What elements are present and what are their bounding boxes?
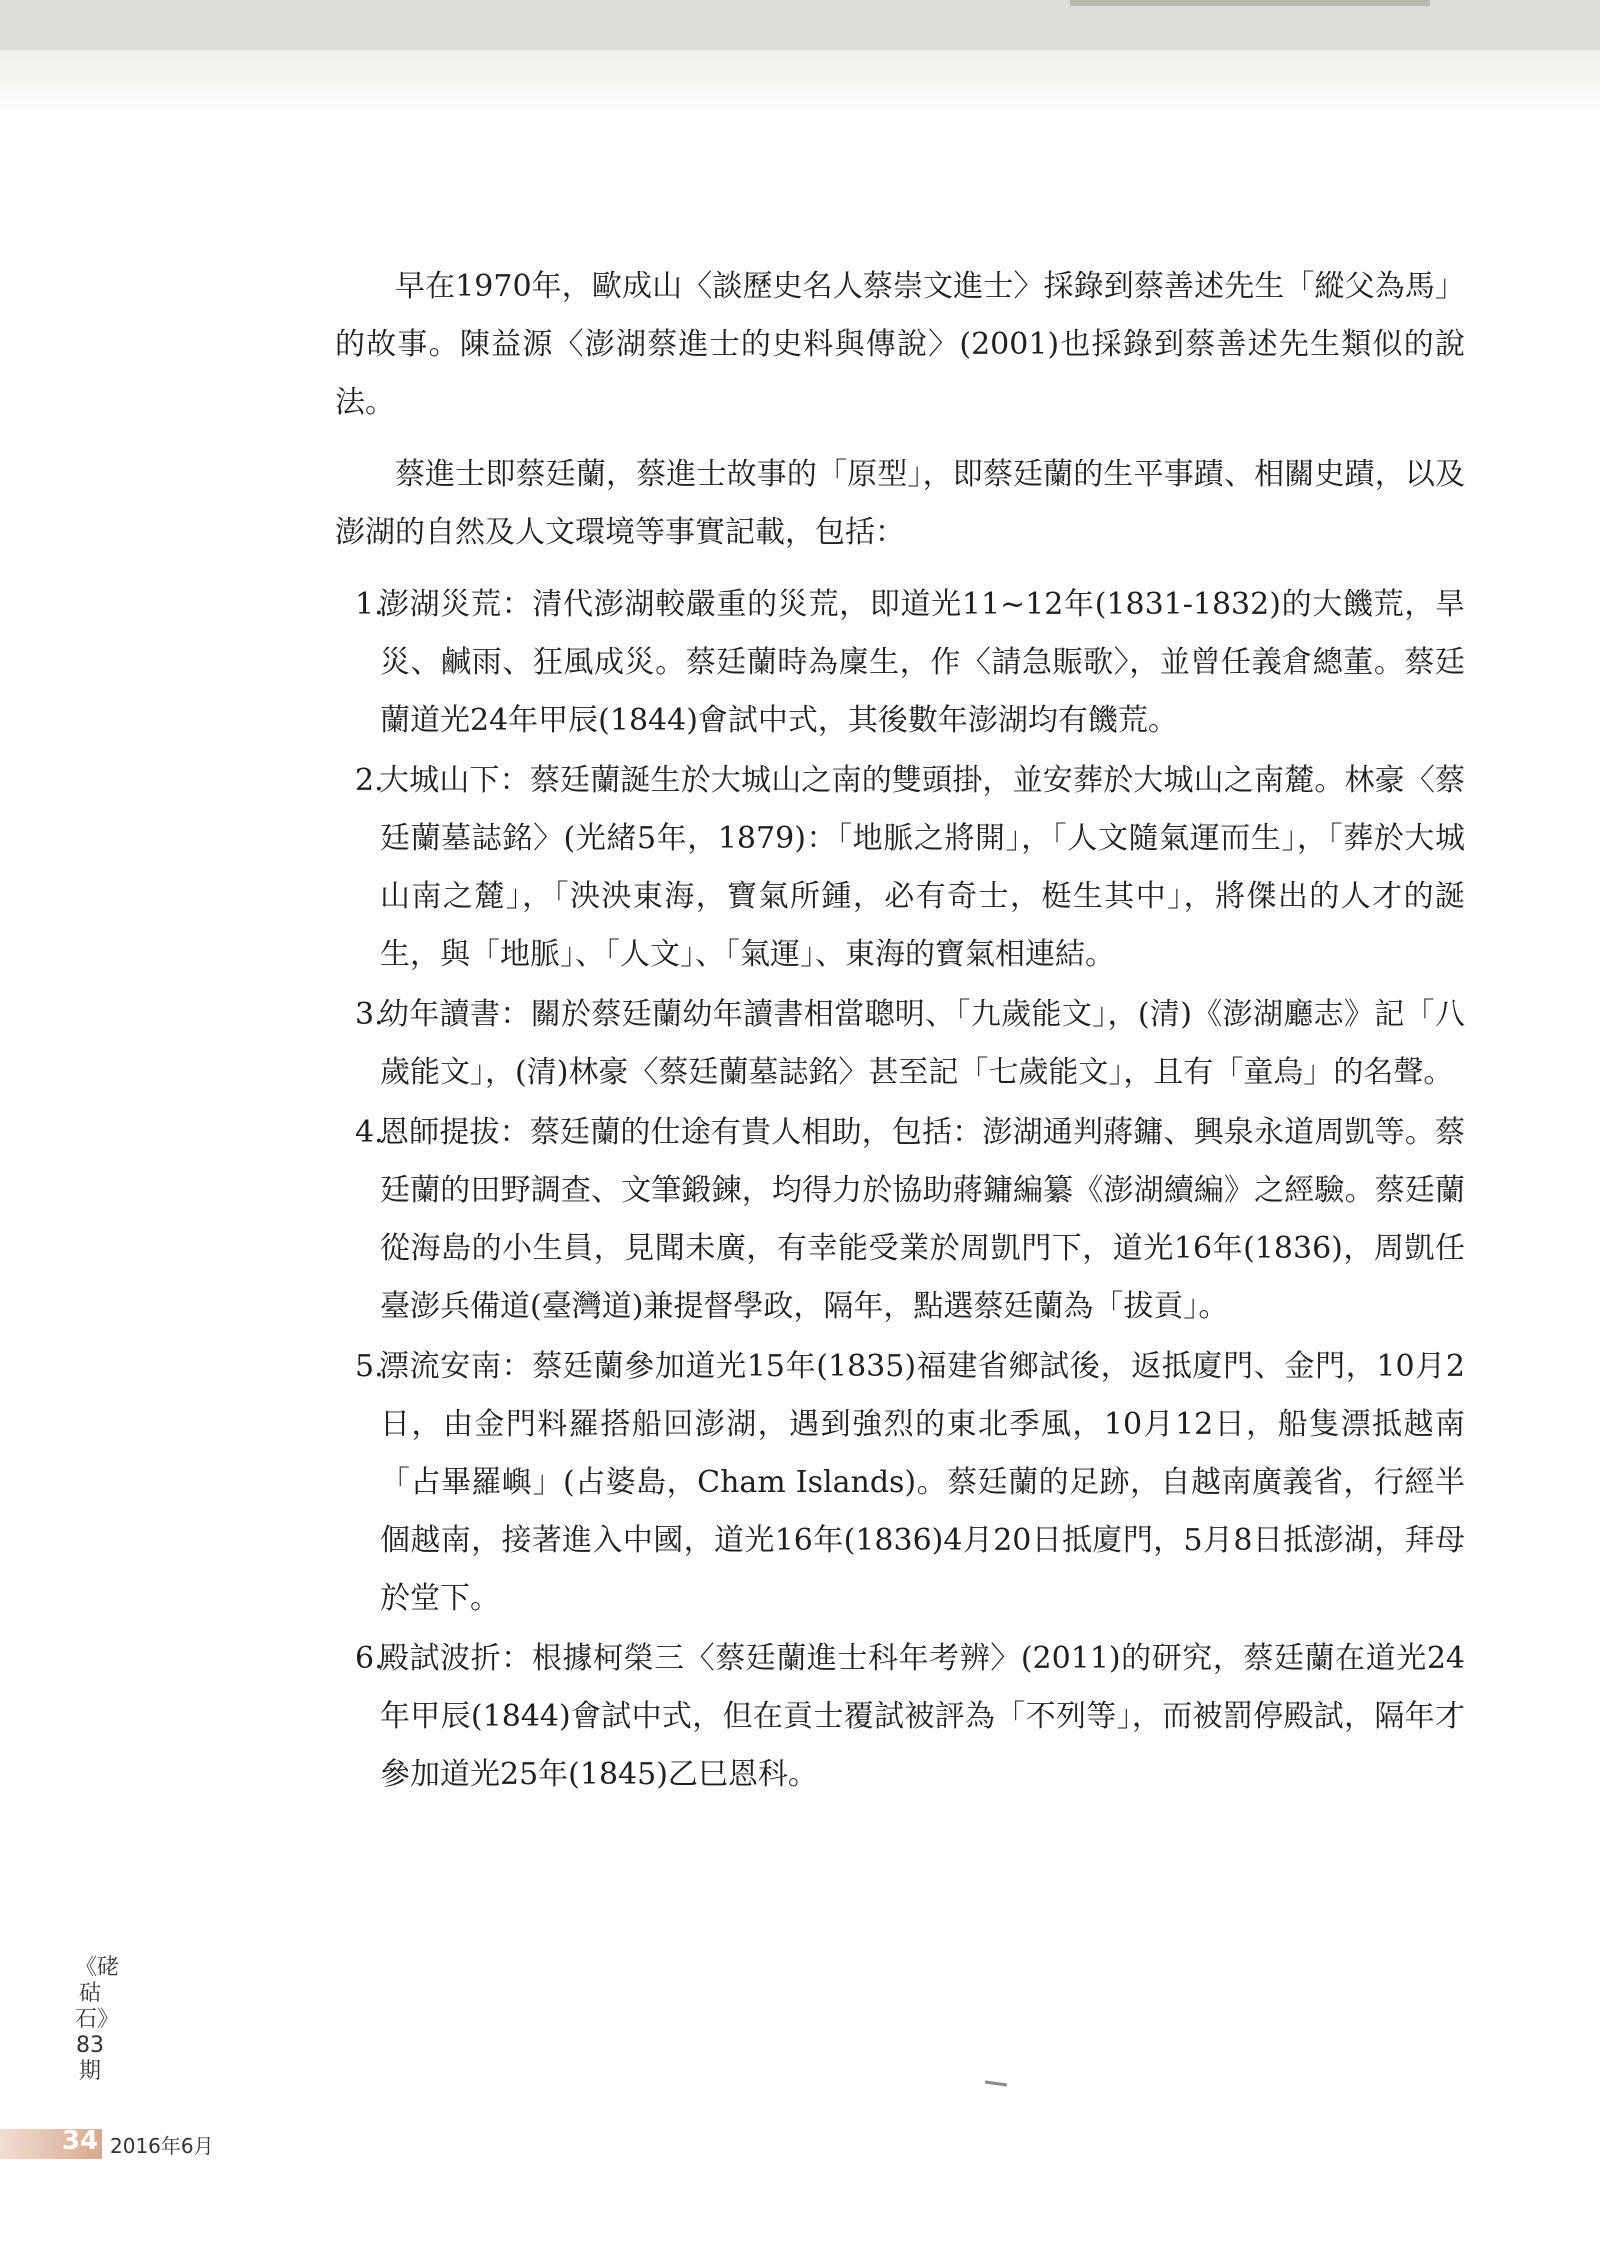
list-item-number: 5.	[355, 1349, 384, 1384]
list-item-number: 3.	[355, 997, 384, 1032]
list-item-text: 殿試波折：根據柯榮三〈蔡廷蘭進士科年考辨〉(2011)的研究，蔡廷蘭在道光24年甲辰(1844)會試中式，但在貢士覆試被評為「不列等」，而被罰停殿試，隔年才參加道光25年(1845)乙巳恩科。	[379, 1641, 1465, 1792]
scan-speck	[985, 2080, 1007, 2086]
issue-date: 2016年6月	[110, 2134, 214, 2158]
list-item-text: 恩師提拔：蔡廷蘭的仕途有貴人相助，包括：澎湖通判蔣鏞、興泉永道周凱等。蔡廷蘭的田野調查、文筆鍛鍊，均得力於協助蔣鏞編纂《澎湖續編》之經驗。蔡廷蘭從海島的小生員，見聞未廣，有幸能受業於周凱門下，道光16年(1836)，周凱任臺澎兵備道(臺灣道)兼提督學政，隔年，點選蔡廷蘭為「拔貢」。	[379, 1115, 1465, 1324]
journal-label: 《硓𥑮石》83期	[75, 1955, 120, 2084]
list-item-text: 幼年讀書：關於蔡廷蘭幼年讀書相當聰明、「九歲能文」，(清)《澎湖廳志》記「八歲能文」，(清)林豪〈蔡廷蘭墓誌銘〉甚至記「七歲能文」，且有「童烏」的名聲。	[379, 997, 1465, 1090]
list-item	[335, 576, 1465, 750]
list-item	[335, 752, 1465, 984]
page-number: 34	[62, 2126, 99, 2156]
list-item-text: 漂流安南：蔡廷蘭參加道光15年(1835)福建省鄉試後，返抵廈門、金門，10月2日，由金門料羅搭船回澎湖，遇到強烈的東北季風，10月12日，船隻漂抵越南「占畢羅嶼」(占婆島，Cham Islands)。蔡廷蘭的足跡，自越南廣義省，行經半個越南，接著進入中國，道光16年(1836)4月20日抵廈門，5月8日抵澎湖，拜母於堂下。	[379, 1349, 1465, 1616]
list-item	[335, 986, 1465, 1102]
list-item	[335, 1630, 1465, 1804]
top-scan-band	[0, 0, 1600, 50]
list-item-text: 大城山下：蔡廷蘭誕生於大城山之南的雙頭掛，並安葬於大城山之南麓。林豪〈蔡廷蘭墓誌銘〉(光緒5年，1879)：「地脈之將開」，「人文隨氣運而生」，「葬於大城山南之麓」，「泱泱東海，寶氣所鍾，必有奇士，梃生其中」，將傑出的人才的誕生，與「地脈」、「人文」、「氣運」、東海的寶氣相連結。	[379, 763, 1465, 972]
list-item	[335, 1338, 1465, 1628]
list-item-number: 1.	[355, 587, 384, 622]
list-item-number: 2.	[355, 763, 384, 798]
article-body	[335, 258, 1465, 1806]
top-scan-shadow	[0, 50, 1600, 110]
paragraph-intro: 早在1970年，歐成山〈談歷史名人蔡崇文進士〉採錄到蔡善述先生「縱父為馬」的故事。陳益源〈澎湖蔡進士的史料與傳說〉(2001)也採錄到蔡善述先生類似的說法。	[335, 269, 1465, 420]
top-edge-mark	[1070, 0, 1430, 6]
list-item-number: 4.	[355, 1115, 384, 1150]
list-item-number: 6.	[355, 1641, 384, 1676]
list-item-text: 澎湖災荒：清代澎湖較嚴重的災荒，即道光11~12年(1831-1832)的大饑荒，旱災、鹹雨、狂風成災。蔡廷蘭時為廩生，作〈請急賑歌〉，並曾任義倉總董。蔡廷蘭道光24年甲辰(1844)會試中式，其後數年澎湖均有饑荒。	[379, 587, 1465, 738]
list-item	[335, 1104, 1465, 1336]
paragraph-prototype: 蔡進士即蔡廷蘭，蔡進士故事的「原型」，即蔡廷蘭的生平事蹟、相關史蹟，以及澎湖的自然及人文環境等事實記載，包括：	[335, 457, 1465, 550]
